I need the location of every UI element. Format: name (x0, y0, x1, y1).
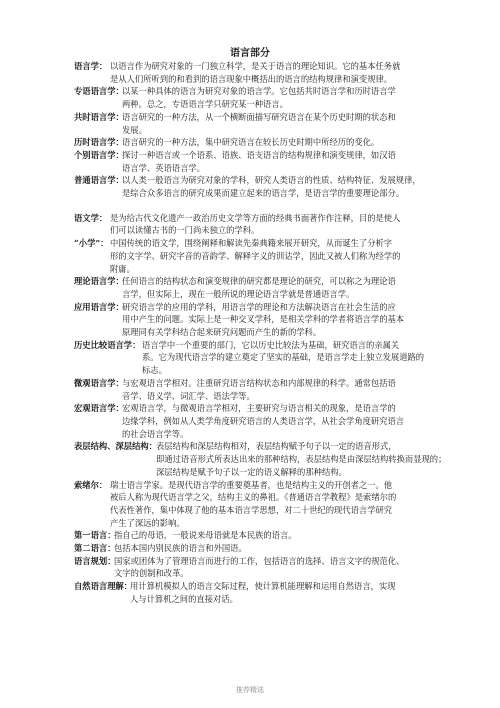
entry-definition-line: 是综合众多语言的研究成果而建立起来的语言学，是语言学的重要理论部分。 (122, 188, 405, 199)
entry-definition-line: 以人类一般语言为研究对象的学科，研究人类语言的性质、结构特征、发展规律， (122, 175, 421, 186)
glossary-entry (74, 136, 446, 149)
entry-definition-line: 探讨一种语言或一个语系、语族、语支语言的结构规律和演变规律，如汉语 (122, 149, 396, 160)
section-gap (74, 200, 446, 212)
entry-definition-line: 发展。 (122, 124, 147, 135)
entry-term: 个别语言学： (74, 149, 124, 160)
page-footer: 推荐精选 (236, 686, 264, 694)
glossary-entry (74, 111, 446, 136)
entry-definition-line: 研究语言学的应用的学科，用语言学的理论和方法解决语言在社会生活的应 (122, 301, 396, 312)
entry-term: 历史比较语言学： (74, 339, 141, 350)
entry-definition-line: 系。它为现代语言学的建立奠定了坚实的基础，是语言学走上独立发展道路的 (142, 352, 425, 363)
entry-term: 专语语言学： (74, 86, 124, 97)
glossary-entry (74, 149, 446, 174)
entry-definition-line: 文字的创制和改革。 (114, 568, 189, 579)
entry-definition-line: 附庸。 (110, 263, 135, 274)
glossary-entry (74, 555, 446, 580)
entry-definition-line: 边缘学科，例如从人类学角度研究语言的人类语言学，从社会学角度研究语言 (122, 415, 405, 426)
glossary-entry (74, 440, 446, 478)
entry-definition-line: 语言研究的一种方法，从一个横断面描写研究语言在某个历史时期的状态和 (122, 111, 396, 122)
entry-term: 应用语言学： (74, 301, 124, 312)
entry-term: 表层结构、深层结构： (74, 441, 157, 452)
entry-definition-line: 代表性著作，集中体现了他的基本语言学思想，对二十世纪的现代语言学研究 (110, 504, 393, 515)
glossary-entry (74, 479, 446, 530)
glossary-entry (74, 580, 446, 605)
glossary-entry (74, 60, 446, 85)
glossary-entry (74, 275, 446, 300)
entry-definition-line: 用计算机模拟人的语言交际过程，使计算机能理解和运用自然语言，实现 (130, 581, 396, 592)
glossary-entry (74, 402, 446, 440)
entry-term: 共时语言学： (74, 111, 124, 122)
glossary-entry (74, 377, 446, 402)
entry-term: 微观语言学： (74, 377, 124, 388)
entry-term: 自然语言理解： (74, 581, 133, 592)
entry-term: 普通语言学： (74, 175, 124, 186)
glossary-entry (74, 212, 446, 237)
entry-definition-line: 是为给古代文化遗产一政治历史文学等方面的经典书面著作作注释，目的是使人 (110, 212, 401, 223)
entry-definition-line: 言学，但实际上，现在一般所说的理论语言学就是普通语言学。 (122, 288, 355, 299)
entry-term: 理论语言学： (74, 276, 124, 287)
glossary-entry (74, 529, 446, 542)
entry-definition-line: 产生了深远的影响。 (110, 517, 185, 528)
entry-definition-line: 宏观语言学，与微观语言学相对，主要研究与语言相关的现象，是语言学的 (122, 403, 396, 414)
entry-definition-line: 中国传统的语文学，围绕阐释和解读先秦典籍来展开研究，从而诞生了分析字 (110, 238, 393, 249)
entry-term: 索绪尔： (74, 479, 108, 490)
entry-definition-line: 包括本国内别民族的语言和外国语。 (114, 543, 247, 554)
entry-definition-line: 以语言作为研究对象的一门独立科学，是关于语言的理论知识。它的基本任务就 (110, 61, 401, 71)
entry-term: 第二语言： (74, 543, 116, 554)
entry-definition-line: 深层结构是赋予句子以一定的语义解释的那种结构。 (156, 466, 347, 477)
entry-definition-line: 指自己的母语，一般说来母语就是本民族的语言。 (114, 530, 297, 541)
entry-term: 语言规划： (74, 555, 116, 566)
entry-definition-line: 的社会语言学等。 (122, 428, 189, 439)
entry-term: 宏观语言学： (74, 403, 124, 414)
entry-definition-line: 以某一种具体的语言为研究对象的语言学。它包括共时语言学和历时语言学 (122, 86, 396, 97)
entry-term: “小学”： (74, 238, 109, 249)
entry-definition-line: 们可以读懂古书的一门尚未独立的学科。 (110, 225, 260, 236)
entry-definition-line: 语言学、英语语言学。 (122, 162, 205, 173)
entry-definition-line: 任何语言的结构状态和演变规律的研究都是理论的研究，可以称之为理论语 (122, 276, 396, 287)
glossary-body (74, 60, 446, 606)
entry-definition-line: 被后人称为现代语言学之父，结构主义的鼻祖。《普通语言学教程》是索绪尔的 (110, 492, 397, 503)
page-title: 语言部分 (230, 48, 270, 59)
entry-term: 语言学： (74, 61, 108, 71)
glossary-entry (74, 85, 446, 110)
entry-definition-line: 瑞士语言学家。是现代语言学的重要奠基者，也是结构主义的开创者之一。他 (110, 479, 393, 490)
entry-definition-line: 两种。总之，专语语言学只研究某一种语言。 (122, 99, 288, 110)
entry-definition-line: 国家或团体为了管理语言而进行的工作，包括语言的选择、语言文字的规范化、 (114, 555, 405, 566)
entry-definition-line: 是从人们所听到的和看到的语言现象中概括出的语言的结构规律和演变规律。 (110, 73, 393, 84)
entry-definition-line: 标志。 (142, 365, 167, 376)
entry-definition-line: 即通过语音形式所表达出来的那种结构，表层结构是由深层结构转换而显现的； (156, 454, 446, 465)
glossary-entry (74, 542, 446, 555)
entry-definition-line: 音学、语义学、词汇学、语法学等。 (122, 390, 255, 401)
entry-definition-line: 原理同有关学科结合起来研究问题而产生的新的学科。 (122, 327, 322, 338)
entry-term: 语文学： (74, 212, 108, 223)
entry-definition-line: 形的文字学、研究字音的音韵学、解释字义的训诂学，因此又被人们称为经学的 (110, 250, 401, 261)
glossary-entry (74, 301, 446, 339)
entry-term: 第一语言： (74, 530, 116, 541)
entry-definition-line: 语言研究的一种方法，集中研究语言在较长历史时期中所经历的变化。 (122, 137, 380, 148)
entry-term: 历时语言学： (74, 137, 124, 148)
entry-definition-line: 与宏观语言学相对。注重研究语言结构状态和内部规律的科学。通常包括语 (122, 377, 396, 388)
entry-definition-line: 语言学中一个重要的部门，它以历史比较法为基础，研究语言的亲属关 (142, 339, 400, 350)
glossary-entry (74, 174, 446, 199)
glossary-entry (74, 339, 446, 377)
entry-definition-line: 表层结构和深层结构相对，表层结构赋予句子以一定的语音形式， (156, 441, 397, 452)
glossary-entry (74, 237, 446, 275)
entry-definition-line: 人与计算机之间的直接对话。 (130, 593, 238, 604)
entry-definition-line: 用中产生的问题。实际上是一种交叉学科，是相关学科的学者将语言学的基本 (122, 314, 405, 325)
